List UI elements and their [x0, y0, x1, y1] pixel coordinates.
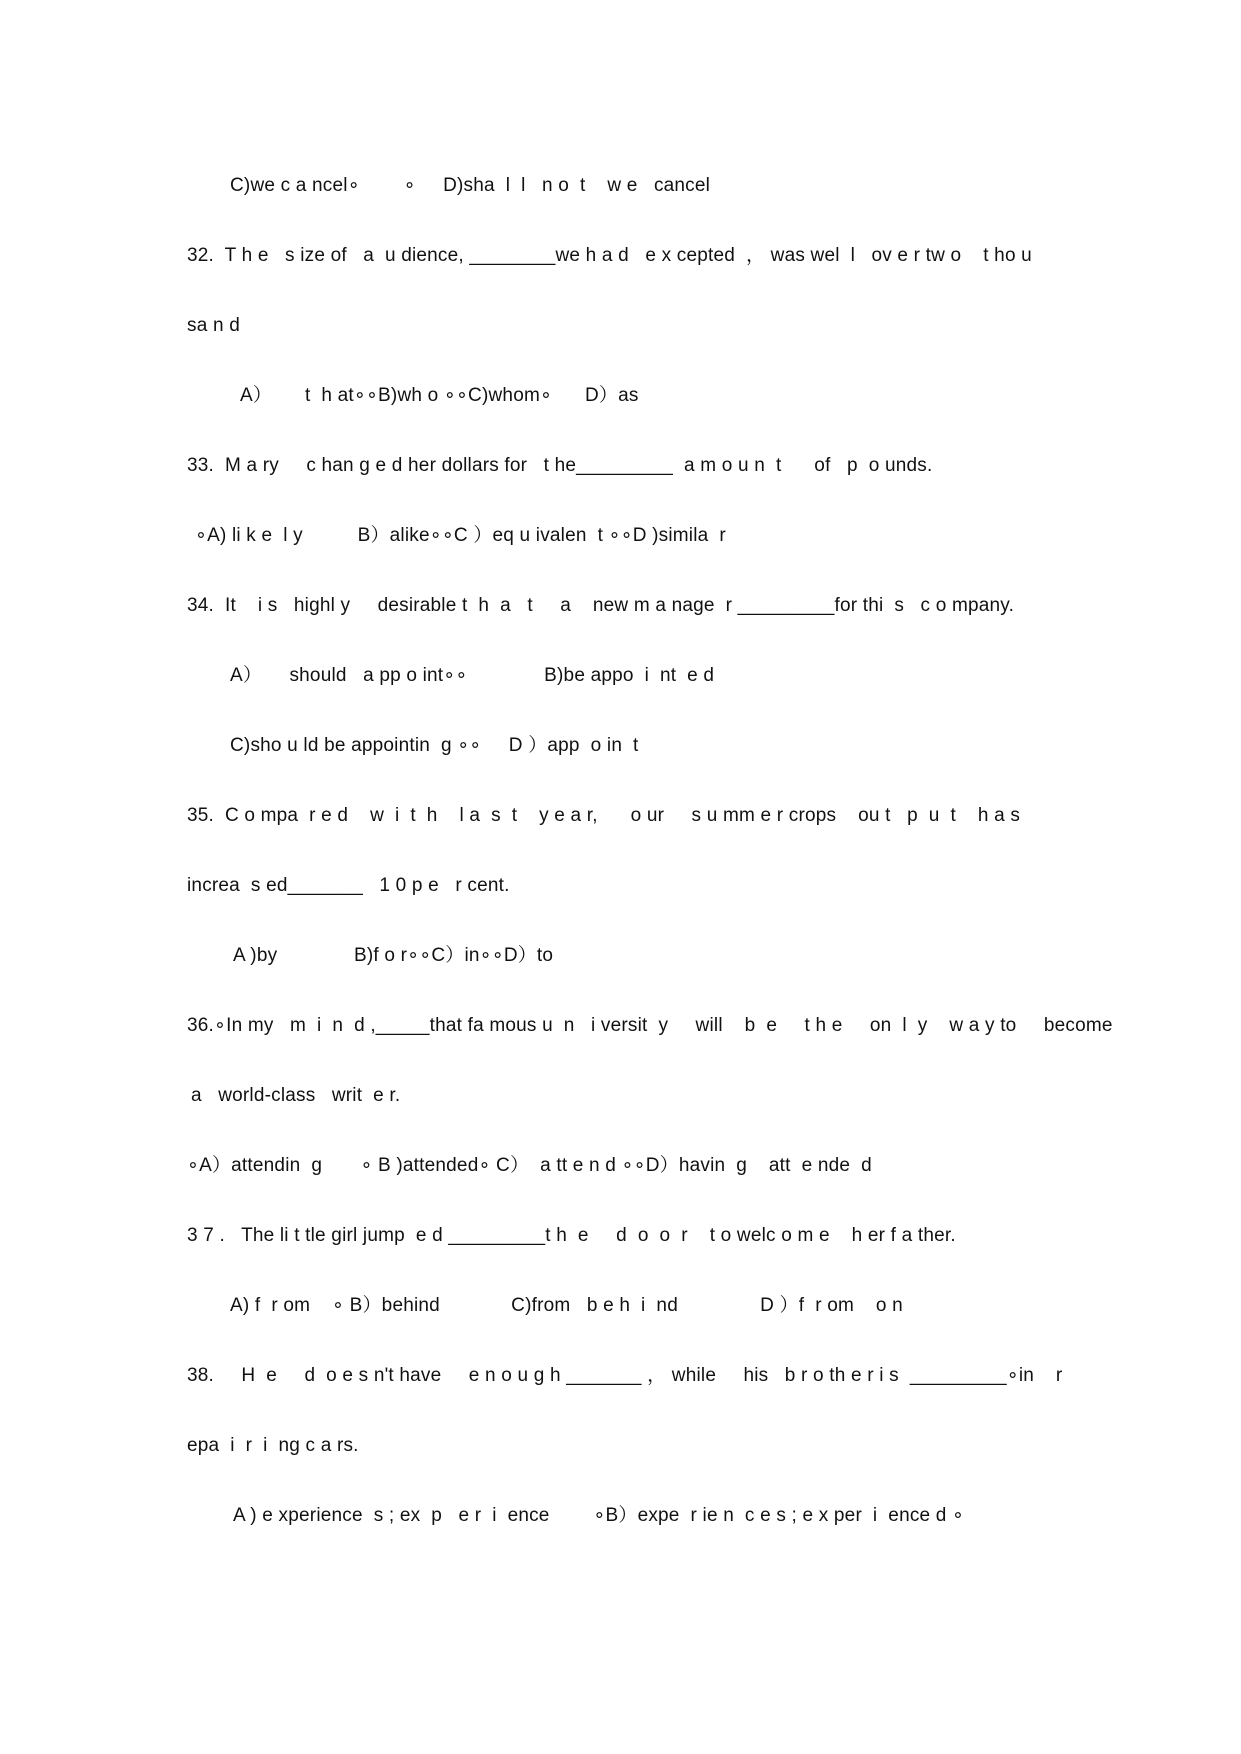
q38-options: A ) e xperience s ; ex p e r i ence ∘B）expe r ie n c e s ; e x per i ence d ∘ — [233, 1505, 965, 1526]
q38-stem: 38. H e d o e s n't have e n o u g h _______ ， while his b r o th e r i s _________∘in r — [187, 1365, 1063, 1386]
q35-stem-continued: increa s ed_______ 1 0 p e r cent. — [187, 875, 510, 896]
q36-stem: 36.∘In my m i n d ,_____that fa mous u n i versit y will b e t h e on l y w a y to become — [187, 1015, 1113, 1036]
q38-stem-continued: epa i r i ng c a rs. — [187, 1435, 359, 1456]
q33-stem: 33. M a ry c han g e d her dollars for t he_________ a m o u n t of p o unds. — [187, 455, 933, 476]
q37-stem: 3 7 . The li t tle girl jump e d _________t h e d o o r t o welc o m e h er f a ther. — [187, 1225, 956, 1246]
q36-stem-continued: a world-class writ e r. — [191, 1085, 401, 1106]
q32-stem: 32. T h e s ize of a u dience, ________we h a d e x cepted ， was wel l ov e r tw o t ho u — [187, 245, 1032, 266]
q37-options: A) f r om ∘ B）behind C)from b e h i nd D ）f r om o n — [230, 1295, 903, 1316]
q31-options-cd: C)we c a ncel∘ ∘ D)sha l l n o t w e cancel — [230, 175, 711, 196]
q33-options: ∘A) li k e l y B）alike∘∘C ）eq u ivalen t ∘∘D )simila r — [195, 525, 726, 546]
q36-options: ∘A）attendin g ∘ B )attended∘ C） a tt e n d ∘∘D）havin g att e nde d — [187, 1155, 872, 1176]
q32-options: A） t h at∘∘B)wh o ∘∘C)whom∘ D）as — [240, 385, 639, 406]
q32-stem-continued: sa n d — [187, 315, 240, 336]
q34-options-ab: A） should a pp o int∘∘ B)be appo i nt e d — [230, 665, 715, 686]
q34-options-cd: C)sho u ld be appointin g ∘∘ D ）app o in t — [230, 735, 639, 756]
q34-stem: 34. It i s highl y desirable t h a t a new m a nage r _________for thi s c o mpany. — [187, 595, 1015, 616]
q35-options: A )by B)f o r∘∘C）in∘∘D）to — [233, 945, 554, 966]
q35-stem: 35. C o mpa r e d w i t h l a s t y e a r, o ur s u mm e r crops ou t p u t h a s — [187, 805, 1021, 826]
